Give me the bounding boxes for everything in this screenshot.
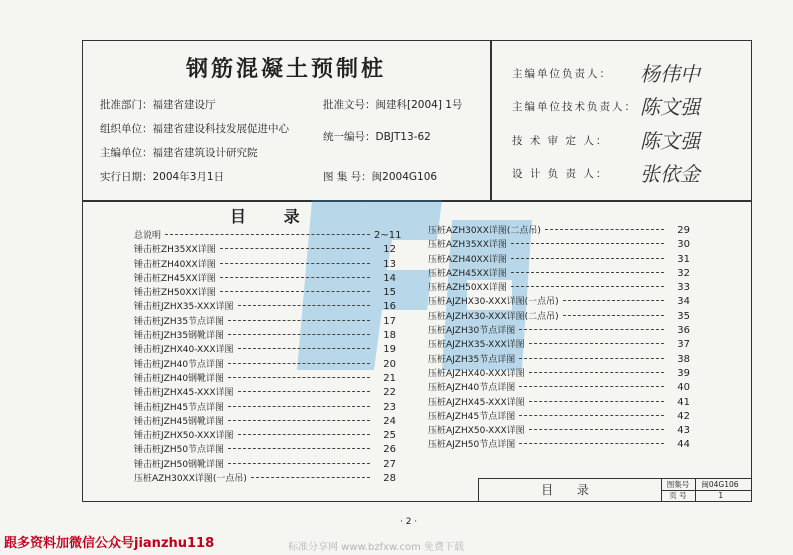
toc-entry-label: 总说明 (134, 231, 162, 241)
toc-entry-label: 锤击桩JZH45钢靴详图 (134, 416, 225, 427)
toc-leader-dashes (228, 363, 370, 364)
toc-entry (428, 324, 690, 338)
atlas-value: 闽04G106 (701, 480, 739, 489)
toc-entry (428, 353, 690, 367)
toc-leader-dashes (228, 448, 370, 449)
toc-entry (428, 281, 690, 295)
sig-name-chief: 杨伟中 (640, 62, 700, 86)
toc-entry-page: 25 (383, 430, 396, 442)
toc-leader-dashes (238, 305, 370, 306)
toc-leader-dashes (519, 358, 664, 359)
page-number: · 2 · (400, 517, 418, 527)
toc-entry-label: 锤击桩ZH35XX详图 (134, 245, 216, 256)
toc-entry-label: 锤击桩JZH35钢靴详图 (134, 331, 225, 342)
toc-entry (428, 253, 690, 267)
toc-entry (134, 258, 396, 272)
toc-leader-dashes (519, 443, 664, 444)
approve-dept: 批准部门：福建省建设厅 (100, 99, 216, 111)
toc-leader-dashes (220, 277, 370, 278)
title-block-name: 目 录 (479, 479, 662, 501)
toc-entry (428, 224, 690, 238)
approve-no: 批准文号：闽建科[2004] 1号 (323, 99, 463, 111)
toc-entry-label: 压桩AJZHX30-XXX详图(二点吊) (428, 311, 559, 322)
toc-entry-label: 压桩AJZHX45-XXX详图 (428, 397, 525, 408)
toc-entry-page: 35 (677, 310, 690, 322)
sig-name-tech: 陈文强 (640, 95, 700, 119)
toc-leader-dashes (545, 229, 664, 230)
unified-no: 统一编号：DBJT13-62 (323, 131, 431, 143)
sig-name-review: 陈文强 (640, 129, 700, 153)
toc-entry (134, 429, 396, 443)
toc-entry (428, 410, 690, 424)
toc-entry-label: 锤击桩JZHX40-XXX详图 (134, 345, 234, 356)
toc-leader-dashes (519, 415, 664, 416)
toc-entry-label: 锤击桩JZH50钢靴详图 (134, 459, 225, 470)
toc-entry-label: 压桩AJZH50节点详图 (428, 440, 516, 451)
toc-entry-page: 42 (677, 410, 690, 422)
toc-entry (134, 272, 396, 286)
toc-entry (134, 315, 396, 329)
toc-entry (134, 358, 396, 372)
toc-heading: 目 录 (230, 207, 316, 226)
toc-leader-dashes (529, 401, 664, 402)
toc-entry (134, 300, 396, 314)
toc-entry-page: 15 (383, 287, 396, 299)
toc-entry (428, 238, 690, 252)
toc-leader-dashes (238, 434, 370, 435)
toc-entry-page: 40 (677, 382, 690, 394)
toc-entry-label: 压桩AJZHX40-XXX详图 (428, 368, 525, 379)
toc-leader-dashes (529, 343, 664, 344)
toc-entry-page: 43 (677, 425, 690, 437)
toc-entry-page: 24 (383, 415, 396, 427)
footer-promo: 跟多资料加微信公众号jianzhu118 (4, 536, 215, 551)
toc-entry-label: 锤击桩JZH40钢靴详图 (134, 373, 225, 384)
toc-entry-page: 20 (383, 358, 396, 370)
toc-entry (428, 295, 690, 309)
toc-entry-page: 38 (677, 353, 690, 365)
toc-leader-dashes (228, 406, 370, 407)
toc-entry-label: 锤击桩ZH50XX详图 (134, 288, 216, 299)
toc-entry-page: 29 (677, 225, 690, 236)
chief-org: 主编单位：福建省建筑设计研究院 (100, 147, 258, 159)
toc-leader-dashes (220, 291, 370, 292)
toc-entry-label: 压桩AZH40XX详图 (428, 254, 507, 265)
toc-leader-dashes (220, 263, 370, 264)
toc-right-column (428, 224, 690, 453)
toc-leader-dashes (511, 258, 664, 259)
toc-entry-label: 锤击桩JZHX50-XXX详图 (134, 431, 234, 442)
toc-entry-page: 27 (383, 458, 396, 470)
toc-leader-dashes (529, 429, 664, 430)
toc-entry-label: 锤击桩ZH45XX详图 (134, 273, 216, 284)
toc-leader-dashes (563, 300, 664, 301)
toc-entry-label: 压桩AZH35XX详图 (428, 240, 507, 251)
toc-entry-page: 39 (677, 367, 690, 379)
toc-entry-label: 压桩AJZHX30-XXX详图(一点吊) (428, 297, 559, 308)
toc-entry-page: 32 (677, 267, 690, 279)
atlas-label: 图集号 (661, 479, 696, 490)
toc-entry-label: 压桩AJZH45节点详图 (428, 411, 516, 422)
title-block-page (661, 490, 751, 501)
toc-entry-label: 锤击桩JZH40节点详图 (134, 359, 225, 370)
toc-leader-dashes (563, 315, 664, 316)
toc-entry-page: 19 (383, 344, 396, 356)
toc-entry-label: 压桩AJZHX35-XXX详图 (428, 340, 525, 351)
toc-entry (134, 243, 396, 257)
toc-leader-dashes (251, 477, 370, 478)
toc-entry-label: 压桩AJZH35节点详图 (428, 354, 516, 365)
toc-entry (134, 229, 402, 243)
toc-entry-page: 33 (677, 282, 690, 294)
toc-entry (134, 386, 396, 400)
toc-entry (134, 472, 396, 486)
toc-entry-page: 18 (383, 330, 396, 342)
toc-entry-page: 16 (383, 301, 396, 313)
toc-entry (428, 367, 690, 381)
toc-entry-page: 41 (677, 396, 690, 408)
toc-entry-label: 压桩AZH30XX详图(二点吊) (428, 226, 541, 236)
toc-entry-page: 13 (383, 258, 396, 270)
toc-entry-page: 31 (677, 253, 690, 265)
toc-entry (428, 396, 690, 410)
toc-leader-dashes (228, 463, 370, 464)
toc-entry-page: 36 (677, 325, 690, 337)
sig-role-tech: 主编单位技术负责人： (512, 101, 637, 113)
toc-entry-page: 21 (383, 372, 396, 384)
sig-name-design: 张依金 (640, 162, 700, 186)
toc-entry-label: 锤击桩JZH45节点详图 (134, 402, 225, 413)
compile-org: 组织单位：福建省建设科技发展促进中心 (100, 123, 289, 135)
toc-entry-page: 14 (383, 272, 396, 284)
toc-entry-label: 压桩AJZH40节点详图 (428, 383, 516, 394)
toc-entry-label: 锤击桩JZHX45-XXX详图 (134, 388, 234, 399)
footer-site: 标准分享网 www.bzfxw.com 免费下载 (288, 542, 464, 553)
toc-leader-dashes (165, 234, 370, 235)
toc-entry (134, 343, 396, 357)
toc-entry-label: 压桩AZH45XX详图 (428, 268, 507, 279)
toc-entry-page: 23 (383, 401, 396, 413)
sig-role-review: 技 术 审 定 人： (512, 135, 609, 147)
toc-entry (428, 338, 690, 352)
page-label: 页 号 (661, 490, 696, 501)
toc-entry-label: 压桩AJZH30节点详图 (428, 326, 516, 337)
toc-entry (134, 286, 396, 300)
toc-entry-page: 17 (383, 315, 396, 327)
impl-date: 实行日期：2004年3月1日 (100, 171, 225, 183)
toc-entry-label: 锤击桩JZH35节点详图 (134, 316, 225, 327)
toc-entry-label: 压桩AZH30XX详图(一点吊) (134, 474, 247, 485)
toc-entry (428, 267, 690, 281)
toc-entry (428, 438, 690, 452)
toc-entry-label: 锤击桩JZH50节点详图 (134, 445, 225, 456)
toc-entry (134, 443, 396, 457)
signature-divider (490, 40, 492, 201)
toc-entry-page: 22 (383, 387, 396, 399)
sig-role-chief: 主编单位负责人： (512, 68, 612, 80)
toc-entry (428, 381, 690, 395)
toc-leader-dashes (228, 377, 370, 378)
toc-entry-label: 压桩AZH50XX详图 (428, 283, 507, 294)
toc-entry (134, 401, 396, 415)
toc-entry (134, 329, 396, 343)
toc-leader-dashes (238, 391, 370, 392)
page-value: 1 (718, 491, 724, 500)
atlas-no: 图 集 号：闽2004G106 (323, 171, 438, 183)
toc-entry-label: 压桩AJZHX50-XXX详图 (428, 426, 525, 437)
toc-entry-label: 锤击桩ZH40XX详图 (134, 259, 216, 270)
toc-entry-label: 锤击桩JZHX35-XXX详图 (134, 302, 234, 313)
toc-leader-dashes (511, 272, 664, 273)
toc-leader-dashes (220, 248, 370, 249)
toc-entry (134, 372, 396, 386)
toc-entry-page: 2~11 (374, 230, 402, 241)
toc-left-column (134, 229, 402, 486)
toc-entry (428, 310, 690, 324)
toc-entry (134, 415, 396, 429)
sig-role-design: 设 计 负 责 人： (512, 168, 609, 180)
title-block (478, 478, 752, 502)
toc-leader-dashes (228, 420, 370, 421)
toc-leader-dashes (511, 286, 664, 287)
toc-leader-dashes (519, 386, 664, 387)
toc-entry-page: 26 (383, 444, 396, 456)
toc-entry-page: 37 (677, 339, 690, 351)
toc-entry-page: 44 (677, 439, 690, 451)
toc-leader-dashes (511, 243, 664, 244)
toc-entry (428, 424, 690, 438)
toc-entry (134, 458, 396, 472)
toc-entry-page: 34 (677, 296, 690, 308)
toc-leader-dashes (238, 348, 370, 349)
page-title: 钢筋混凝土预制桩 (185, 57, 386, 82)
toc-entry-page: 12 (383, 244, 396, 256)
toc-leader-dashes (228, 334, 370, 335)
toc-leader-dashes (519, 329, 664, 330)
toc-entry-page: 28 (383, 473, 396, 485)
toc-leader-dashes (529, 372, 664, 373)
toc-entry-page: 30 (677, 239, 690, 251)
toc-leader-dashes (228, 320, 370, 321)
